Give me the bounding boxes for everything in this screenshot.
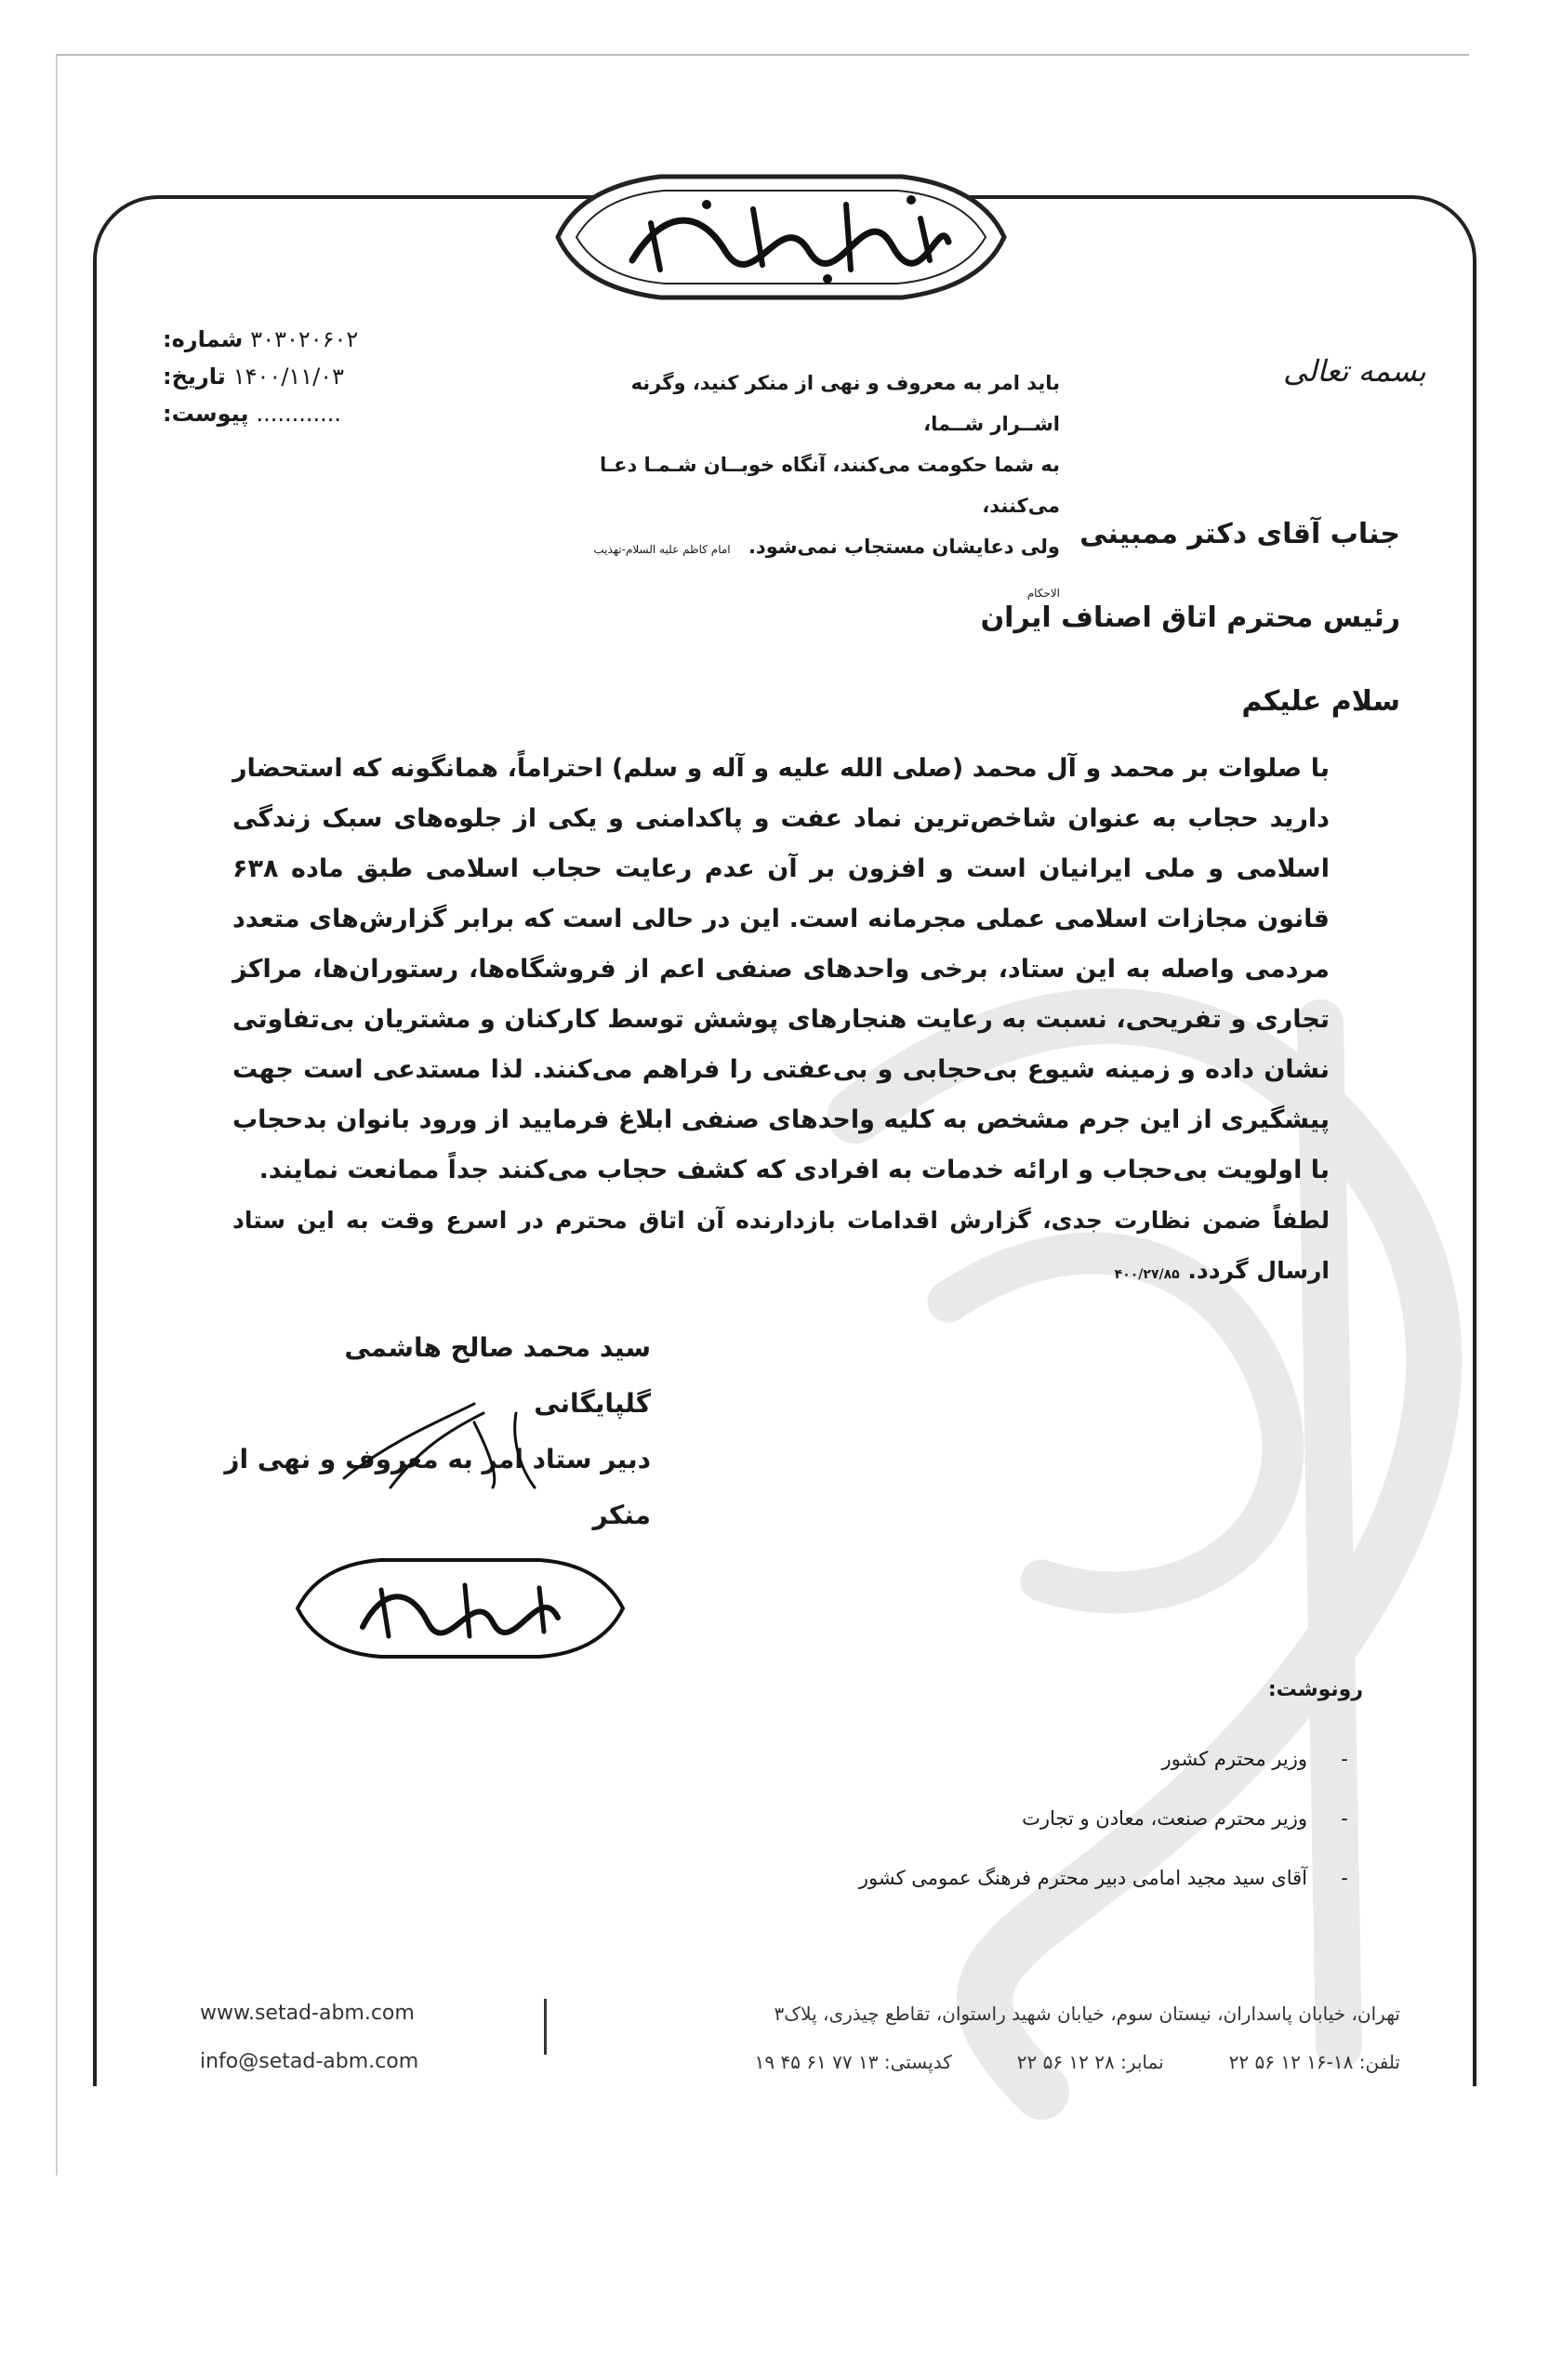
letter-attachment-label: پیوست: — [163, 401, 249, 427]
letter-number-row — [163, 321, 442, 358]
footer-phone: تلفن: ۱۸-۱۶ ۱۲ ۵۶ ۲۲ — [1228, 2051, 1400, 2073]
footer-fax: نمابر: ۲۸ ۱۲ ۵۶ ۲۲ — [1016, 2051, 1164, 2073]
quote-line: باید امر به معروف و نهی از منکر کنید، وگرنه اشــرار شــما، — [630, 372, 1060, 435]
footer-address: تهران، خیابان پاسداران، نیستان سوم، خیابان شهید راستوان، تقاطع چیذری، پلاک۳ — [774, 2003, 1400, 2025]
cc-item-text: وزیر محترم صنعت، معادن و تجارت — [1022, 1807, 1307, 1830]
signatory-position: دبیر ستاد امر به معروف و نهی از منکر — [224, 1444, 651, 1530]
quote-line: به شما حکومت می‌کنند، آنگاه خوبــان شـمـا دعـا می‌کنند، — [600, 454, 1060, 517]
scan-left-edge — [56, 56, 58, 2175]
recipient-title: رئیس محترم اتاق اصناف ایران — [980, 602, 1400, 634]
cc-list — [859, 1729, 1354, 1908]
letter-number-label: شماره: — [163, 326, 244, 352]
cc-bullet: - — [1341, 1867, 1348, 1889]
cc-item — [859, 1848, 1354, 1908]
footer-website: www.setad-abm.com — [200, 2002, 415, 2025]
quote-source: امام کاظم علیه السلام-تهذیب الاحکام — [593, 543, 1060, 600]
letter-attachment-row — [163, 395, 442, 432]
letter-attachment-value: ............ — [256, 401, 342, 427]
cc-item-text: آقای سید مجید امامی دبیر محترم فرهنگ عمومی کشور — [858, 1867, 1307, 1889]
greeting: سلام علیکم — [1241, 685, 1400, 718]
letterhead-logo — [521, 139, 1041, 335]
handwritten-signature — [335, 1385, 558, 1497]
cc-bullet: - — [1341, 1807, 1348, 1830]
footer-contact-web — [200, 1990, 418, 2086]
footer-phones — [755, 2038, 1400, 2086]
cc-item — [859, 1729, 1354, 1789]
cc-item-text: وزیر محترم کشور — [1161, 1748, 1307, 1770]
body-paragraph: با صلوات بر محمد و آل محمد (صلی الله علیه و آله و سلم) احتراماً، همانگونه که استحضار دارید حجاب به عنوان شاخص‌ترین نماد عفت و پاکدامنی و یکی از جلوه‌های سبک زندگی اسلامی و ملی ایرانیان است و افزون بر آن عدم رعایت حجاب اسلامی طبق ماده ۶۳۸ قانون مجازات اسلامی عملی مجرمانه است. این در حالی است که برابر گزارش‌های متعدد مردمی واصله به این ستاد، برخی واحدهای صنفی اعم از فروشگاه‌ها، رستوران‌ها، مراکز تجاری و تفریحی، نسبت به رعایت هنجارهای پوشش توسط کارکنان و مشتریان بی‌تفاوتی نشان داده و زمینه شیوع بی‌حجابی و بی‌عفتی را فراهم می‌کنند. لذا مستدعی است جهت پیشگیری از این جرم مشخص به کلیه واحدهای صنفی ابلاغ فرمایید از ورود بانوان بدحجاب با اولویت بی‌حجاب و ارائه خدمات به افرادی که کشف حجاب می‌کنند جداً ممانعت نمایند. — [232, 754, 1330, 1184]
cc-title: رونوشت: — [1267, 1678, 1363, 1701]
signatory-name: سید محمد صالح هاشمی گلپایگانی — [344, 1332, 651, 1419]
closing-text: لطفاً ضمن نظارت جدی، گزارش اقدامات بازدارنده آن اتاق محترم در اسرع وقت به این ستاد ارسال گردد. — [232, 1207, 1330, 1284]
basmala: بسمه تعالی — [1283, 353, 1426, 389]
official-stamp — [279, 1543, 642, 1673]
letter-meta — [163, 321, 442, 432]
recipient-name: جناب آقای دکتر ممبینی — [1079, 518, 1400, 550]
letter-number-value: ۳۰۳۰۲۰۶۰۲ — [250, 326, 359, 352]
letter-date-row — [163, 358, 442, 395]
letter-body — [232, 744, 1330, 1300]
footer-address-block — [755, 1990, 1400, 2086]
cc-bullet: - — [1341, 1748, 1348, 1770]
scan-top-edge — [56, 54, 1469, 56]
letter-date-label: تاریخ: — [163, 364, 226, 390]
cc-item — [859, 1789, 1354, 1848]
quote-line-text: ولی دعایشان مستجاب نمی‌شود. — [748, 536, 1060, 558]
closing-code: ۴۰۰/۲۷/۸۵ — [1114, 1267, 1180, 1282]
footer-divider — [544, 1999, 547, 2055]
footer-postal-code: کدپستی: ۱۳ ۷۷ ۶۱ ۴۵ ۱۹ — [754, 2051, 952, 2073]
recipient-block — [981, 493, 1400, 744]
letter-date-value: ۱۴۰۰/۱۱/۰۳ — [232, 364, 345, 390]
footer-email: info@setad-abm.com — [200, 2050, 419, 2073]
closing-paragraph — [232, 1196, 1330, 1300]
